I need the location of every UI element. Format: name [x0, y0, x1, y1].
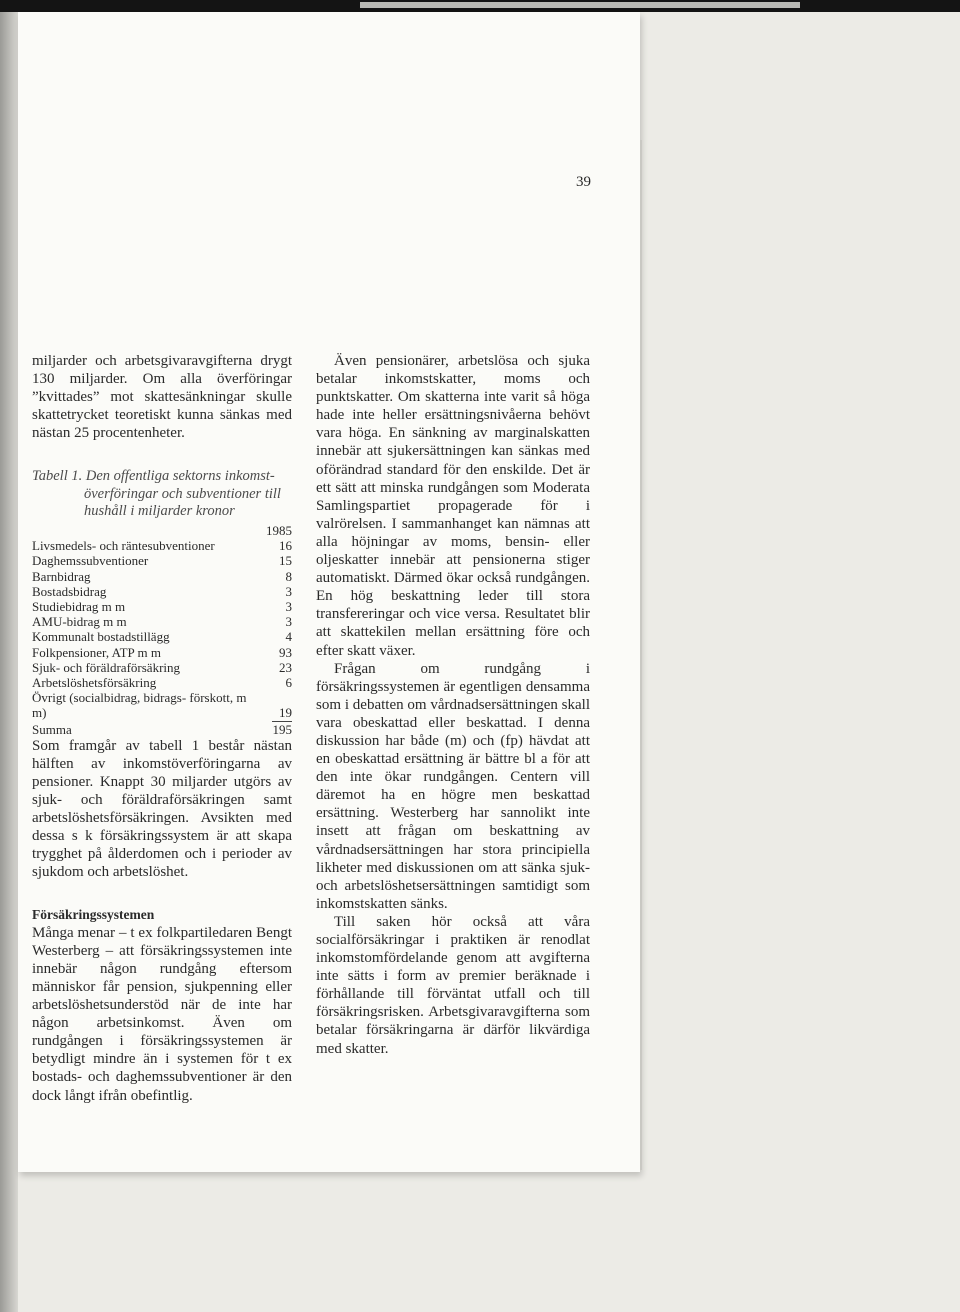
- table-row: [32, 538, 292, 553]
- intro-paragraph: miljarder och arbetsgivaravgifterna drygt 130 miljarder. Om alla överföringar ”kvittades” mot skattesänkningar skulle skattetrycket teoretiskt kunna sänkas med nästan 25 procentenheter.: [32, 353, 292, 442]
- table-total-row: [32, 722, 292, 737]
- right-paragraph-2: Frågan om rundgång i försäkringssystemen är egentligen densamma som i debatten om vårdnadsersättningen skall vara obeskattad eller beskattad. I denna diskussion har både (m) och (fp) hävdat att en obeskattad ersättning är bättre bl a för att den inte ökar rundgången. Centern vill däremot ha en högre men beskattad ersättning. Westerberg har sannolikt inte insett att frågan om beskattning av vårdnadsersättningen har stora principiella likheter med diskussionen om att sänka sjuk- och arbetslöshetsersättningen samtidigt som inkomstskatten sänks.: [316, 660, 590, 912]
- right-paragraph-1: Även pensionärer, arbetslösa och sjuka betalar inkomstskatter, moms och punktskatter. Om skatterna inte varit så höga hade inte heller ersättningsnivåerna behövt vara höga. En sänkning av marginalskatten innebär att sjukersättningen kan sänkas med oförändrad standard för den enskilde. Det är ett sätt att minska rundgången som Moderata Samlingspartiet propagerade för i valrörelsen. I sammanhanget kan nämnas att alla höjningar av moms, bensin- eller oljeskatter innebär att pensionerna stiger automatiskt. Därmed ökar också rundgången. En hög beskattning leder till stora transfereringar och vice versa. Resultatet blir att skattekilen mellan ersättning före och efter skatt växer.: [316, 353, 590, 659]
- table-row: [32, 690, 292, 720]
- row-value: 6: [285, 675, 292, 690]
- caption-line-3: hushåll i miljarder kronor: [84, 503, 235, 520]
- scan-top-edge: [0, 0, 960, 12]
- row-value: 3: [285, 598, 292, 614]
- row-label: Kommunalt bostadstillägg: [32, 629, 170, 645]
- table-row: [32, 645, 292, 660]
- right-column: [316, 352, 590, 1058]
- table-caption: [32, 468, 292, 521]
- table-row: [32, 584, 292, 599]
- table-row: [32, 569, 292, 584]
- row-value: 16: [279, 538, 292, 554]
- caption-line-2: överföringar och subventioner till: [84, 485, 281, 502]
- row-value: 3: [285, 583, 292, 599]
- row-label: Livsmedels- och räntesubventioner: [32, 538, 215, 554]
- table-row: [32, 599, 292, 614]
- row-label: Övrigt (socialbidrag, bidrags- förskott, m m): [32, 690, 247, 721]
- page-number: 39: [576, 174, 591, 190]
- row-label: Studiebidrag m m: [32, 598, 126, 614]
- left-column: [32, 352, 292, 1105]
- page-edge: [640, 140, 642, 1170]
- transfers-table: [32, 523, 292, 737]
- table-row: [32, 660, 292, 675]
- total-label: Summa: [32, 721, 72, 737]
- row-label: AMU-bidrag m m: [32, 614, 127, 630]
- total-value: 195: [272, 721, 292, 737]
- row-value: 3: [285, 614, 292, 630]
- row-label: Bostadsbidrag: [32, 583, 107, 599]
- table-year-header: 1985: [266, 522, 292, 538]
- row-label: Daghemssubventioner: [32, 553, 149, 569]
- row-label: Barnbidrag: [32, 568, 91, 584]
- row-label: Sjuk- och föräldraförsäkring: [32, 659, 181, 675]
- table-row: [32, 675, 292, 690]
- section-heading: Försäkringssystemen: [32, 906, 155, 922]
- row-value: 93: [279, 644, 292, 660]
- table-row: [32, 614, 292, 629]
- table-row: [32, 553, 292, 568]
- row-value: 8: [285, 568, 292, 584]
- row-value: 19: [279, 705, 292, 721]
- table-row: [32, 629, 292, 644]
- row-value: 4: [285, 629, 292, 645]
- right-paragraph-3: Till saken hör också att våra socialförsäkringar i praktiken är renodlat inkomstomfördelande genom att avgifterna inte sätts i form av premier beräknade i förhållande till förväntat utfall och till försäkringsrisken. Arbetsgivaravgifterna som betalar försäkringarna är därför likvärdiga med skatter.: [316, 913, 590, 1057]
- caption-line-1: Tabell 1. Den offentliga sektorns inkomst-: [32, 468, 275, 485]
- row-label: Arbetslöshetsförsäkring: [32, 675, 157, 690]
- pension-paragraph: Som framgår av tabell 1 består nästan hälften av inkomstöverföringarna av pensioner. Knappt 30 miljarder utgörs av sjuk- och föräldraförsäkringen samt arbetslöshetsförsäkringen. Avsikten med dessa s k försäkringssystem är att skapa trygghet på ålderdomen och i perioder av sjukdom och arbetslöshet.: [32, 737, 292, 881]
- row-label: Folkpensioner, ATP m m: [32, 644, 162, 660]
- row-value: 23: [279, 659, 292, 675]
- scan-side-shadow: [0, 12, 18, 1312]
- insurance-paragraph: Många menar – t ex folkpartiledaren Bengt Westerberg – att försäkringssystemen inte innebär någon rundgång eftersom människor får pension, sjukpenning eller arbetslöshetsunderstöd när de inte har någon arbetsinkomst. Även om rundgången i försäkringssystemen är betydligt mindre än i systemen för t ex bostads- och daghemssubventioner är den dock långt ifrån obefintlig.: [32, 924, 292, 1104]
- row-value: 15: [279, 553, 292, 569]
